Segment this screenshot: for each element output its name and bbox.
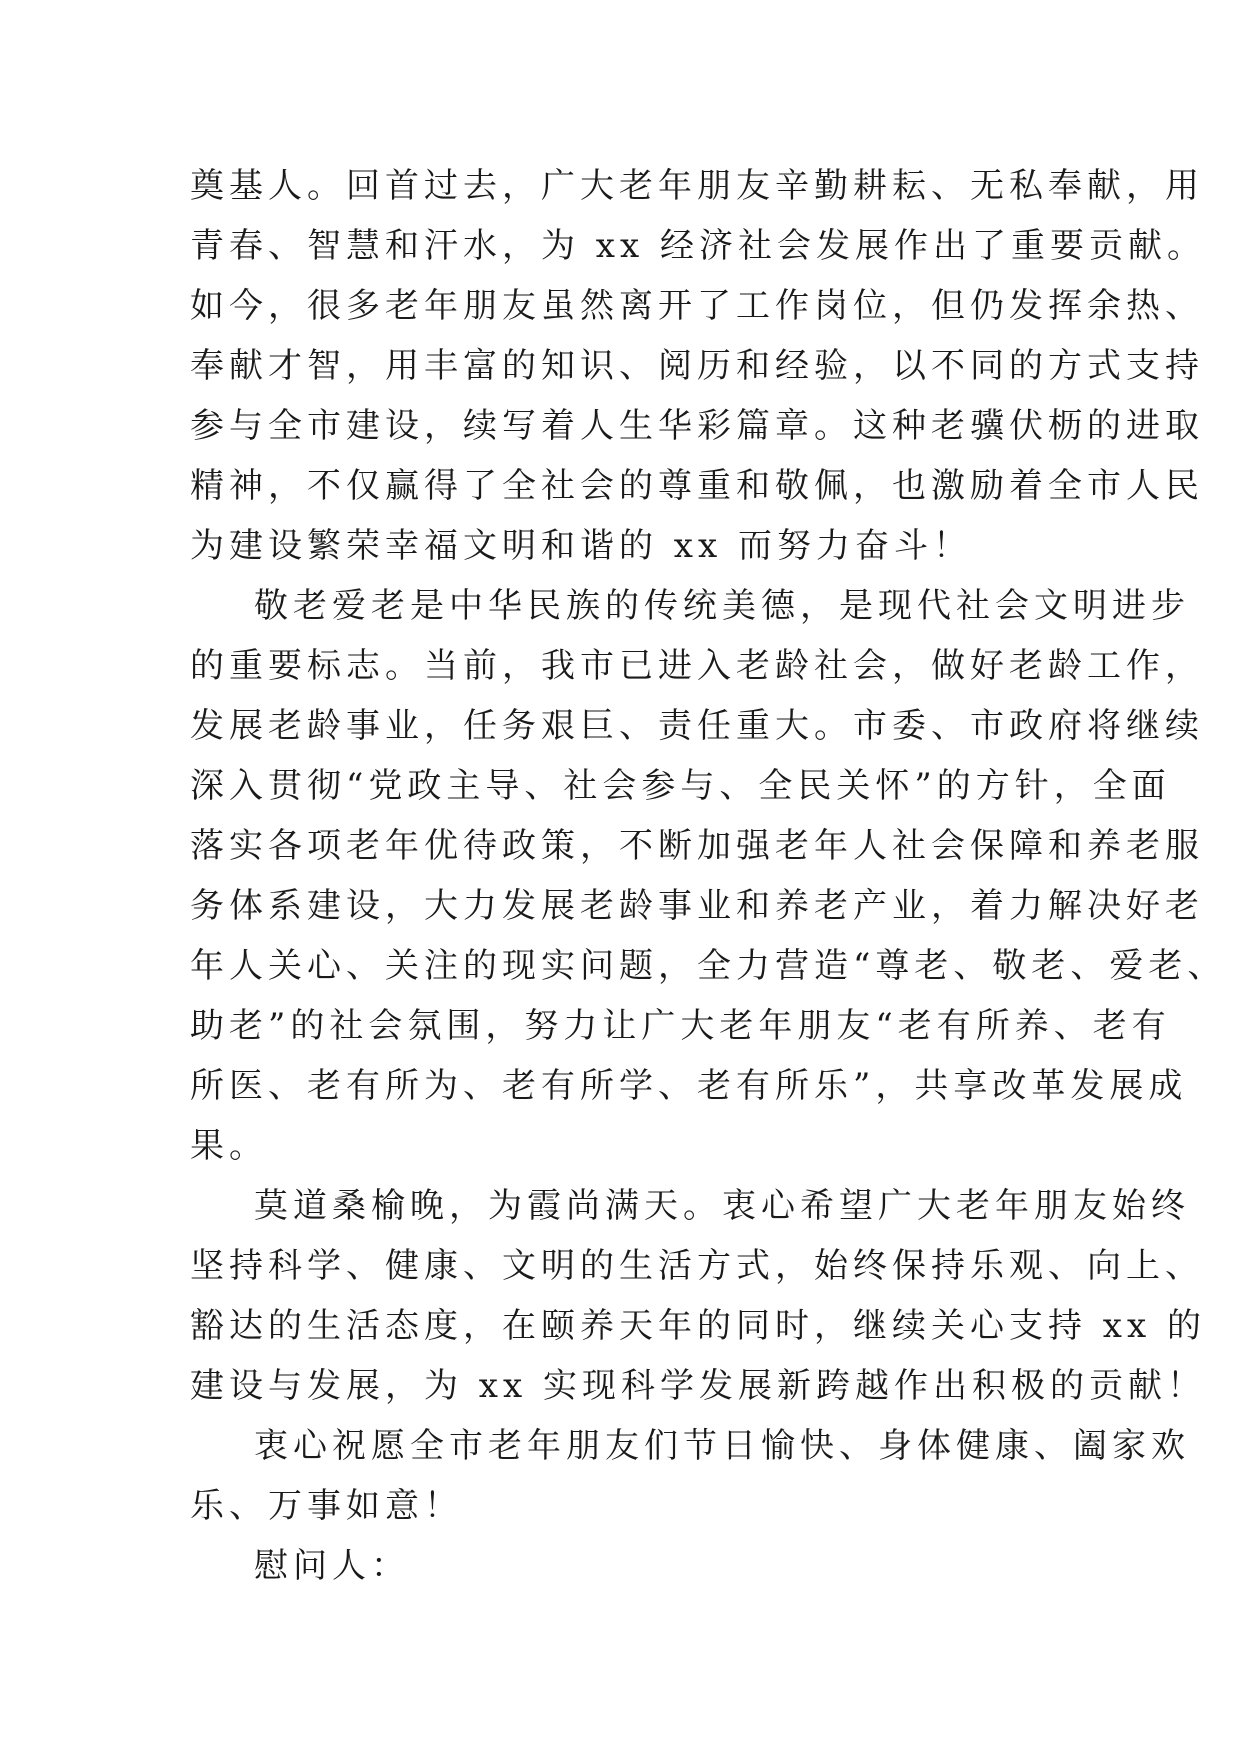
paragraph-start-line: 莫道桑榆晚，为霞尚满天。衷心希望广大老年朋友始终 (254, 1186, 1190, 1226)
text-line: 坚持科学、健康、文明的生活方式，始终保持乐观、向上、 (190, 1246, 1204, 1286)
text-line: 所医、老有所为、老有所学、老有所乐”，共享改革发展成 (190, 1066, 1188, 1106)
text-line: 年人关心、关注的现实问题，全力营造“尊老、敬老、爱老、 (190, 946, 1227, 986)
paragraph-start-line: 衷心祝愿全市老年朋友们节日愉快、身体健康、阖家欢 (254, 1426, 1190, 1466)
letter-body (190, 156, 1227, 1596)
text-line: 建设与发展，为 xx 实现科学发展新跨越作出积极的贡献！ (190, 1366, 1206, 1406)
text-line: 发展老龄事业，任务艰巨、责任重大。市委、市政府将继续 (190, 706, 1204, 746)
text-line: 豁达的生活态度，在颐养天年的同时，继续关心支持 xx 的 (190, 1306, 1206, 1346)
text-line: 如今，很多老年朋友虽然离开了工作岗位，但仍发挥余热、 (190, 286, 1204, 326)
text-line: 果。 (190, 1126, 268, 1166)
text-line: 奠基人。回首过去，广大老年朋友辛勤耕耘、无私奉献，用 (190, 166, 1204, 206)
text-line: 落实各项老年优待政策，不断加强老年人社会保障和养老服 (190, 826, 1204, 866)
text-line: 乐、万事如意！ (190, 1486, 463, 1526)
signature-label: 慰问人： (254, 1546, 410, 1586)
text-line: 精神，不仅赢得了全社会的尊重和敬佩，也激励着全市人民 (190, 466, 1204, 506)
text-line: 奉献才智，用丰富的知识、阅历和经验，以不同的方式支持 (190, 346, 1204, 386)
text-line: 为建设繁荣幸福文明和谐的 xx 而努力奋斗！ (190, 526, 972, 566)
paragraph-start-line: 敬老爱老是中华民族的传统美德，是现代社会文明进步 (254, 586, 1190, 626)
text-line: 助老”的社会氛围，努力让广大老年朋友“老有所养、老有 (190, 1006, 1171, 1046)
text-line: 参与全市建设，续写着人生华彩篇章。这种老骥伏枥的进取 (190, 406, 1204, 446)
text-line: 的重要标志。当前，我市已进入老龄社会，做好老龄工作， (190, 646, 1204, 686)
text-line: 深入贯彻“党政主导、社会参与、全民关怀”的方针，全面 (190, 766, 1171, 806)
text-line: 青春、智慧和汗水，为 xx 经济社会发展作出了重要贡献。 (190, 226, 1206, 266)
text-line: 务体系建设，大力发展老龄事业和养老产业，着力解决好老 (190, 886, 1204, 926)
